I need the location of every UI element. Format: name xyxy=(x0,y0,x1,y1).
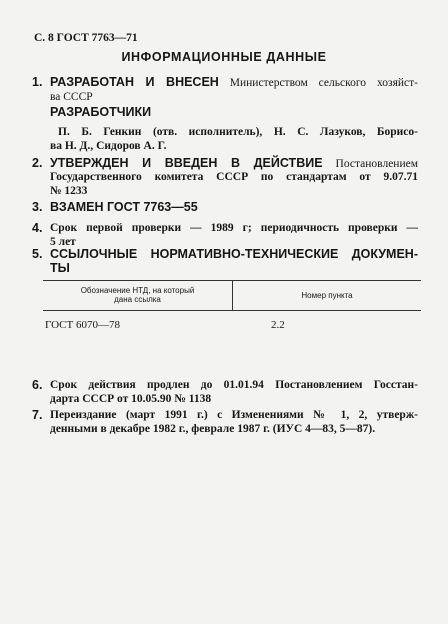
table-header-clause: Номер пункта xyxy=(301,291,353,300)
item-1-text: Министерством сельского хозяйст- xyxy=(218,77,418,89)
item-5-heading-line1: ССЫЛОЧНЫЕ НОРМАТИВНО-ТЕХНИЧЕСКИЕ ДОКУМЕН- xyxy=(50,247,418,261)
table-header-rule xyxy=(43,310,421,311)
item-2-heading: УТВЕРЖДЕН И ВВЕДЕН В ДЕЙСТВИЕ xyxy=(50,156,323,170)
item-4-line2: 5 лет xyxy=(50,236,76,248)
item-7-line1: Переиздание (март 1991 г.) с Изменениями № 1, 2, утверж- xyxy=(50,409,418,421)
developers-line1: П. Б. Генкин (отв. исполнитель), Н. С. Лазуков, Борисо- xyxy=(58,126,418,138)
page-header: С. 8 ГОСТ 7763—71 xyxy=(34,32,138,44)
item-2-text: Постановлением xyxy=(322,158,418,170)
item-1-heading: РАЗРАБОТАН И ВНЕСЕН xyxy=(50,75,219,89)
table-header-document-line2: дана ссылка xyxy=(114,295,161,304)
item-2-number: 2. xyxy=(32,156,43,170)
developers-line2: ва Н. Д., Сидоров А. Г. xyxy=(50,140,167,152)
item-3-heading: ВЗАМЕН ГОСТ 7763—55 xyxy=(50,200,198,214)
item-1-number: 1. xyxy=(32,75,43,89)
table-row-1-clause: 2.2 xyxy=(271,319,285,331)
item-6-line2: дарта СССР от 10.05.90 № 1138 xyxy=(50,393,212,405)
item-1-line2: ва СССР xyxy=(50,91,93,103)
table-row-1-document: ГОСТ 6070—78 xyxy=(45,319,120,331)
item-4-line1: Срок первой проверки — 1989 г; периодичность проверки — xyxy=(50,222,418,234)
item-6-number: 6. xyxy=(32,378,43,392)
item-2-line3: № 1233 xyxy=(50,185,88,197)
item-1-line1 xyxy=(50,75,418,90)
references-table xyxy=(43,280,421,336)
item-5-number: 5. xyxy=(32,247,43,261)
item-7-number: 7. xyxy=(32,408,43,422)
item-5-heading-line2: ТЫ xyxy=(50,261,70,275)
page-title: ИНФОРМАЦИОННЫЕ ДАННЫЕ xyxy=(121,50,327,64)
item-3-number: 3. xyxy=(32,200,43,214)
table-header-document xyxy=(43,286,232,304)
item-4-number: 4. xyxy=(32,221,43,235)
item-2-line2: Государственного комитета СССР по стандартам от 9.07.71 xyxy=(50,171,418,183)
developers-heading: РАЗРАБОТЧИКИ xyxy=(50,105,152,119)
item-2-line1 xyxy=(50,156,418,171)
table-header-document-line1: Обозначение НТД, на который xyxy=(80,286,195,295)
item-7-line2: денными в декабре 1982 г., феврале 1987 г. (ИУС 4—83, 5—87). xyxy=(50,423,376,435)
item-6-line1: Срок действия продлен до 01.01.94 Постановлением Госстан- xyxy=(50,379,418,391)
